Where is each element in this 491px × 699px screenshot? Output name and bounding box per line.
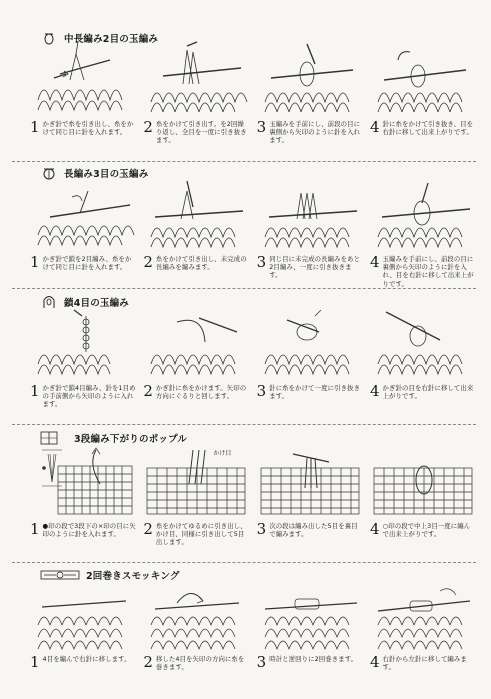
knit-illustration-3	[257, 581, 363, 653]
knit-illustration-2	[143, 581, 249, 653]
step-caption	[370, 255, 476, 288]
knit-illustration-3	[257, 308, 363, 380]
step-2	[143, 308, 249, 401]
step-2	[143, 177, 249, 272]
knit-illustration-2	[143, 177, 249, 249]
step-text: 時計と逆回りに2回巻きます。	[269, 655, 358, 663]
step-3	[256, 581, 363, 671]
step-text: 次の段は編み出した5目を裏目で編みます。	[269, 522, 358, 539]
knit-illustration-4	[370, 40, 476, 112]
step-text: ○印の段で中上3目一度に編んで出来上がりです。	[382, 522, 471, 539]
step-text: ●印の段で3段下の×印の目に矢印のように針を入れます。	[42, 522, 136, 539]
knit-illustration-1	[30, 308, 136, 380]
knit-illustration-4	[370, 177, 476, 249]
step-text: 玉編みを手前にし、前段の目に裏側から矢印のように針を入れます。	[269, 120, 361, 145]
step-caption	[143, 384, 249, 400]
section-3row-popple	[30, 430, 476, 560]
step-number: 1	[30, 118, 40, 136]
step-caption	[30, 255, 136, 271]
knit-illustration-2	[143, 444, 249, 516]
knit-illustration-2	[143, 308, 249, 380]
step-number: 3	[256, 253, 267, 271]
section-title: 3段編み下がりのポップル	[74, 434, 188, 445]
step-2	[143, 581, 249, 672]
step-number: 1	[30, 520, 40, 538]
steps-row	[30, 308, 476, 409]
step-3	[256, 308, 363, 401]
step-caption	[30, 522, 136, 538]
steps-row	[30, 444, 476, 547]
step-number: 4	[369, 382, 380, 400]
knit-illustration-3	[257, 40, 363, 112]
step-number: 3	[256, 382, 267, 400]
step-number: 2	[143, 118, 153, 136]
step-caption	[257, 384, 363, 400]
step-4	[369, 308, 476, 401]
step-3	[256, 444, 363, 539]
step-number: 1	[30, 253, 40, 271]
step-4	[369, 177, 476, 288]
step-4	[369, 581, 476, 672]
step-2	[143, 40, 249, 145]
step-caption	[257, 522, 363, 538]
step-text: かぎ針で鎖を2目編み、糸をかけて同じ目に針を入れます。	[42, 255, 132, 272]
step-3	[256, 40, 363, 145]
step-text: 移した4目を矢印の方向に糸を巻きます。	[155, 655, 245, 672]
step-number: 4	[369, 118, 380, 136]
step-text: 同じ目に未完成の長編みをあと2目編み、一度に引き抜きます。	[269, 255, 361, 280]
step-number: 2	[143, 382, 153, 400]
step-caption	[370, 120, 476, 136]
step-text: かぎ針に糸をかけます。矢印の方向にぐるりと回します。	[155, 384, 247, 401]
section-2wrap-smocking	[30, 567, 476, 692]
step-1	[30, 177, 136, 272]
step-text: 針に糸をかけて引き抜き、目を右針に移して出来上がりです。	[382, 120, 474, 137]
step-number: 3	[256, 653, 267, 671]
knit-illustration-1	[30, 581, 136, 653]
step-caption	[143, 255, 249, 271]
step-caption	[370, 522, 476, 538]
step-text: かぎ針の目を右針に移して出来上がりです。	[382, 384, 474, 401]
step-number: 4	[369, 253, 380, 271]
step-caption	[30, 120, 136, 136]
step-1	[30, 444, 136, 539]
step-text: 糸をかけて引き出し、未完成の長編みを編みます。	[155, 255, 247, 272]
section-title: 鎖4目の玉編み	[64, 298, 130, 309]
knit-illustration-4	[370, 581, 476, 653]
step-text: 針に糸をかけて一度に引き抜きます。	[269, 384, 361, 401]
step-caption	[30, 384, 136, 409]
step-2	[143, 444, 249, 547]
step-4	[369, 444, 476, 539]
steps-row	[30, 581, 476, 672]
step-caption	[30, 655, 136, 670]
step-caption	[143, 120, 249, 145]
section-dc3-bobble	[30, 165, 476, 293]
knit-illustration-1	[30, 40, 136, 112]
section-ch4-bobble	[30, 294, 476, 422]
step-text: 糸をかけてゆるめに引き出し、かけ目、同様に引き出して5目出します。	[155, 522, 247, 547]
steps-row	[30, 177, 476, 288]
2wrap-smocking-symbol-icon	[40, 568, 80, 582]
section-hdc2-bobble	[30, 30, 476, 158]
section-divider	[12, 424, 476, 425]
knit-illustration-4	[370, 444, 476, 516]
step-caption	[257, 120, 363, 145]
step-text: かぎ針で糸を引き出し、糸をかけて同じ目に針を入れます。	[42, 120, 134, 137]
step-number: 3	[256, 520, 267, 538]
step-text: かぎ針で鎖4目編み、針を1目めの手前側から矢印のように入れます。	[42, 384, 136, 409]
ch4-bobble-symbol-icon	[40, 295, 58, 309]
step-1	[30, 581, 136, 671]
step-text: 右針から左針に移して編みます。	[382, 655, 467, 672]
section-title: 長編み3目の玉編み	[64, 169, 149, 180]
step-number: 4	[369, 653, 380, 671]
knit-illustration-1	[30, 444, 136, 516]
step-number: 1	[30, 653, 40, 671]
step-text: 玉編みを手前にし、前段の目に裏側から矢印のように針を入れ、目を右針に移して出来上がりです。	[382, 255, 474, 288]
section-title: 2回巻きスモッキング	[86, 571, 180, 582]
step-number: 2	[143, 653, 153, 671]
knit-illustration-3	[257, 177, 363, 249]
steps-row	[30, 40, 476, 145]
step-caption	[143, 522, 249, 547]
step-4	[369, 40, 476, 137]
step-number: 3	[256, 118, 267, 136]
step-caption	[370, 384, 476, 400]
section-divider	[12, 161, 476, 162]
knit-illustration-2	[143, 40, 249, 112]
knit-illustration-1	[30, 177, 136, 249]
step-caption	[257, 255, 363, 280]
knit-illustration-3	[257, 444, 363, 516]
step-number: 2	[143, 253, 153, 271]
step-number: 2	[143, 520, 153, 538]
step-number: 4	[369, 520, 380, 538]
step-number: 1	[30, 382, 40, 400]
knit-illustration-4	[370, 308, 476, 380]
step-caption	[257, 655, 363, 670]
3row-popple-symbol-icon	[40, 431, 58, 445]
step-caption	[143, 655, 249, 671]
step-caption	[370, 655, 476, 671]
step-text: 糸をかけて引き出す。を2回繰り返し、全目を一度に引き抜きます。	[155, 120, 247, 145]
step-3	[256, 177, 363, 280]
step-text: 4目を編んで右針に移します。	[42, 655, 131, 663]
step-1	[30, 308, 136, 409]
section-divider	[12, 288, 476, 289]
chart-label: かけ目	[213, 450, 232, 457]
step-1	[30, 40, 136, 137]
section-divider	[12, 562, 476, 563]
section-title: 中長編み2目の玉編み	[64, 34, 159, 45]
